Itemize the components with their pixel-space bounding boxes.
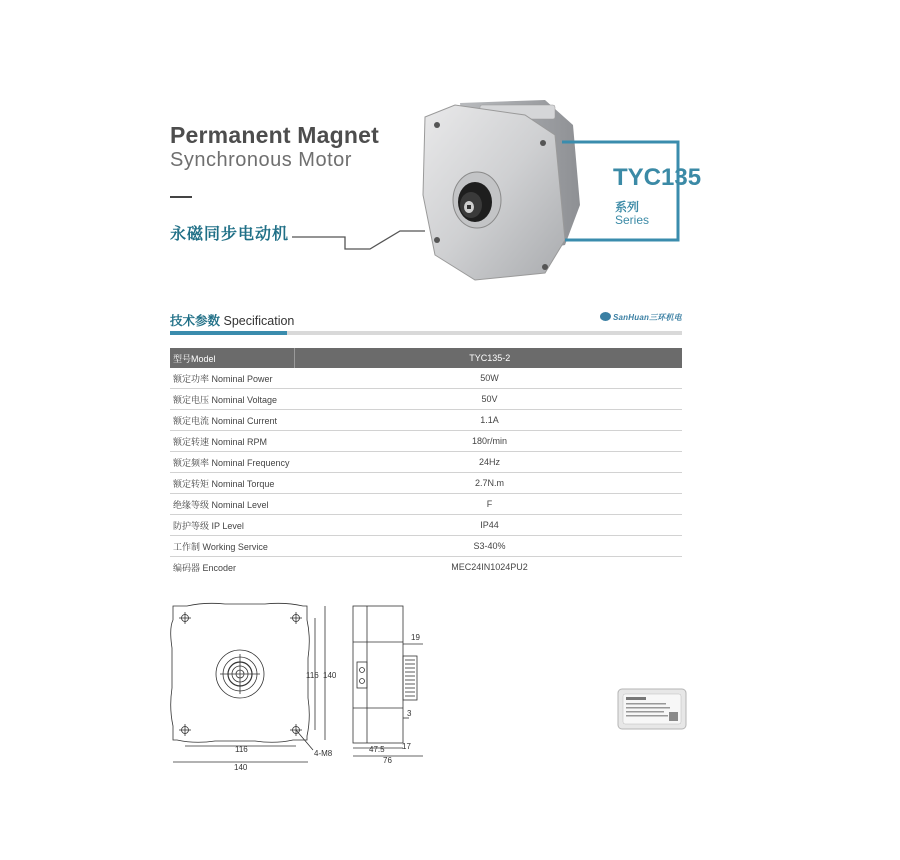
dim-140: 140 — [234, 763, 248, 772]
hole-callout: 4-M8 — [314, 749, 333, 758]
table-row — [170, 431, 682, 452]
spec-underline-accent — [170, 331, 287, 335]
table-row — [170, 389, 682, 410]
row-value: 24Hz — [294, 452, 682, 473]
row-label: 编码器 Encoder — [173, 562, 237, 573]
row-value: 1.1A — [294, 410, 682, 431]
row-label: 工作制 Working Service — [170, 536, 294, 557]
table-row — [170, 515, 682, 536]
row-label: 防护等级 IP Level — [170, 515, 294, 536]
series-label-en: Series — [615, 213, 650, 227]
side-view-drawing — [345, 598, 455, 768]
title-line2: Synchronous Motor — [170, 149, 352, 171]
table-row — [170, 410, 682, 431]
title-pointer-line — [290, 225, 430, 255]
row-value: 180r/min — [294, 431, 682, 452]
row-label: 额定转速 Nominal RPM — [170, 431, 294, 452]
dim-116: 116 — [235, 745, 248, 754]
side-pulley — [403, 656, 417, 700]
dim-19: 19 — [411, 633, 420, 642]
row-value: IP44 — [294, 515, 682, 536]
table-row — [170, 536, 682, 557]
brand-mark-icon — [600, 312, 611, 321]
row-value: 50V — [294, 389, 682, 410]
spec-table-header — [170, 348, 682, 368]
series-label-cn: 系列 — [615, 200, 640, 214]
row-label: 绝缘等级 Nominal Level — [170, 494, 294, 515]
table-row — [170, 368, 682, 389]
spec-header-value: TYC135-2 — [294, 348, 682, 368]
spec-heading — [170, 311, 294, 329]
spec-heading-en: Specification — [223, 314, 295, 328]
spec-table — [170, 348, 682, 577]
row-value: 2.7N.m — [294, 473, 682, 494]
title-line1: Permanent Magnet — [170, 122, 379, 148]
dim-vert-116: 116 — [306, 671, 319, 680]
title-divider — [170, 196, 192, 198]
row-label: 额定电流 Nominal Current — [170, 410, 294, 431]
spec-heading-cn: 技术参数 — [170, 314, 221, 328]
row-label: 额定功率 Nominal Power — [170, 368, 294, 389]
front-hub-circles — [216, 650, 264, 698]
table-row — [170, 494, 682, 515]
title-chinese: 永磁同步电动机 — [170, 226, 290, 243]
series-code: TYC135 — [613, 164, 702, 191]
row-label: 额定频率 Nominal Frequency — [170, 452, 294, 473]
dim-3: 3 — [407, 709, 412, 718]
table-row — [170, 557, 682, 578]
nameplate-image — [617, 688, 687, 730]
dim-47-5: 47.5 — [369, 745, 385, 754]
brand-logo — [600, 312, 682, 323]
row-value: S3-40% — [294, 536, 682, 557]
spec-header-label: 型号Model — [170, 348, 294, 368]
dim-vert-140: 140 — [323, 671, 337, 680]
side-body-outline — [353, 606, 403, 743]
table-row — [170, 473, 682, 494]
side-connector — [357, 662, 367, 688]
row-label: 额定电压 Nominal Voltage — [170, 389, 294, 410]
table-row — [170, 452, 682, 473]
row-value: 50W — [294, 368, 682, 389]
dim-76: 76 — [383, 756, 392, 765]
front-view-drawing — [165, 598, 340, 778]
dim-17: 17 — [402, 742, 411, 751]
row-label: 额定转矩 Nominal Torque — [170, 473, 294, 494]
brand-text: SanHuan三环机电 — [613, 313, 682, 322]
row-value: F — [294, 494, 682, 515]
row-value: MEC24IN1024PU2 — [451, 562, 528, 572]
spec-underline — [287, 331, 682, 335]
series-bracket — [560, 140, 685, 245]
